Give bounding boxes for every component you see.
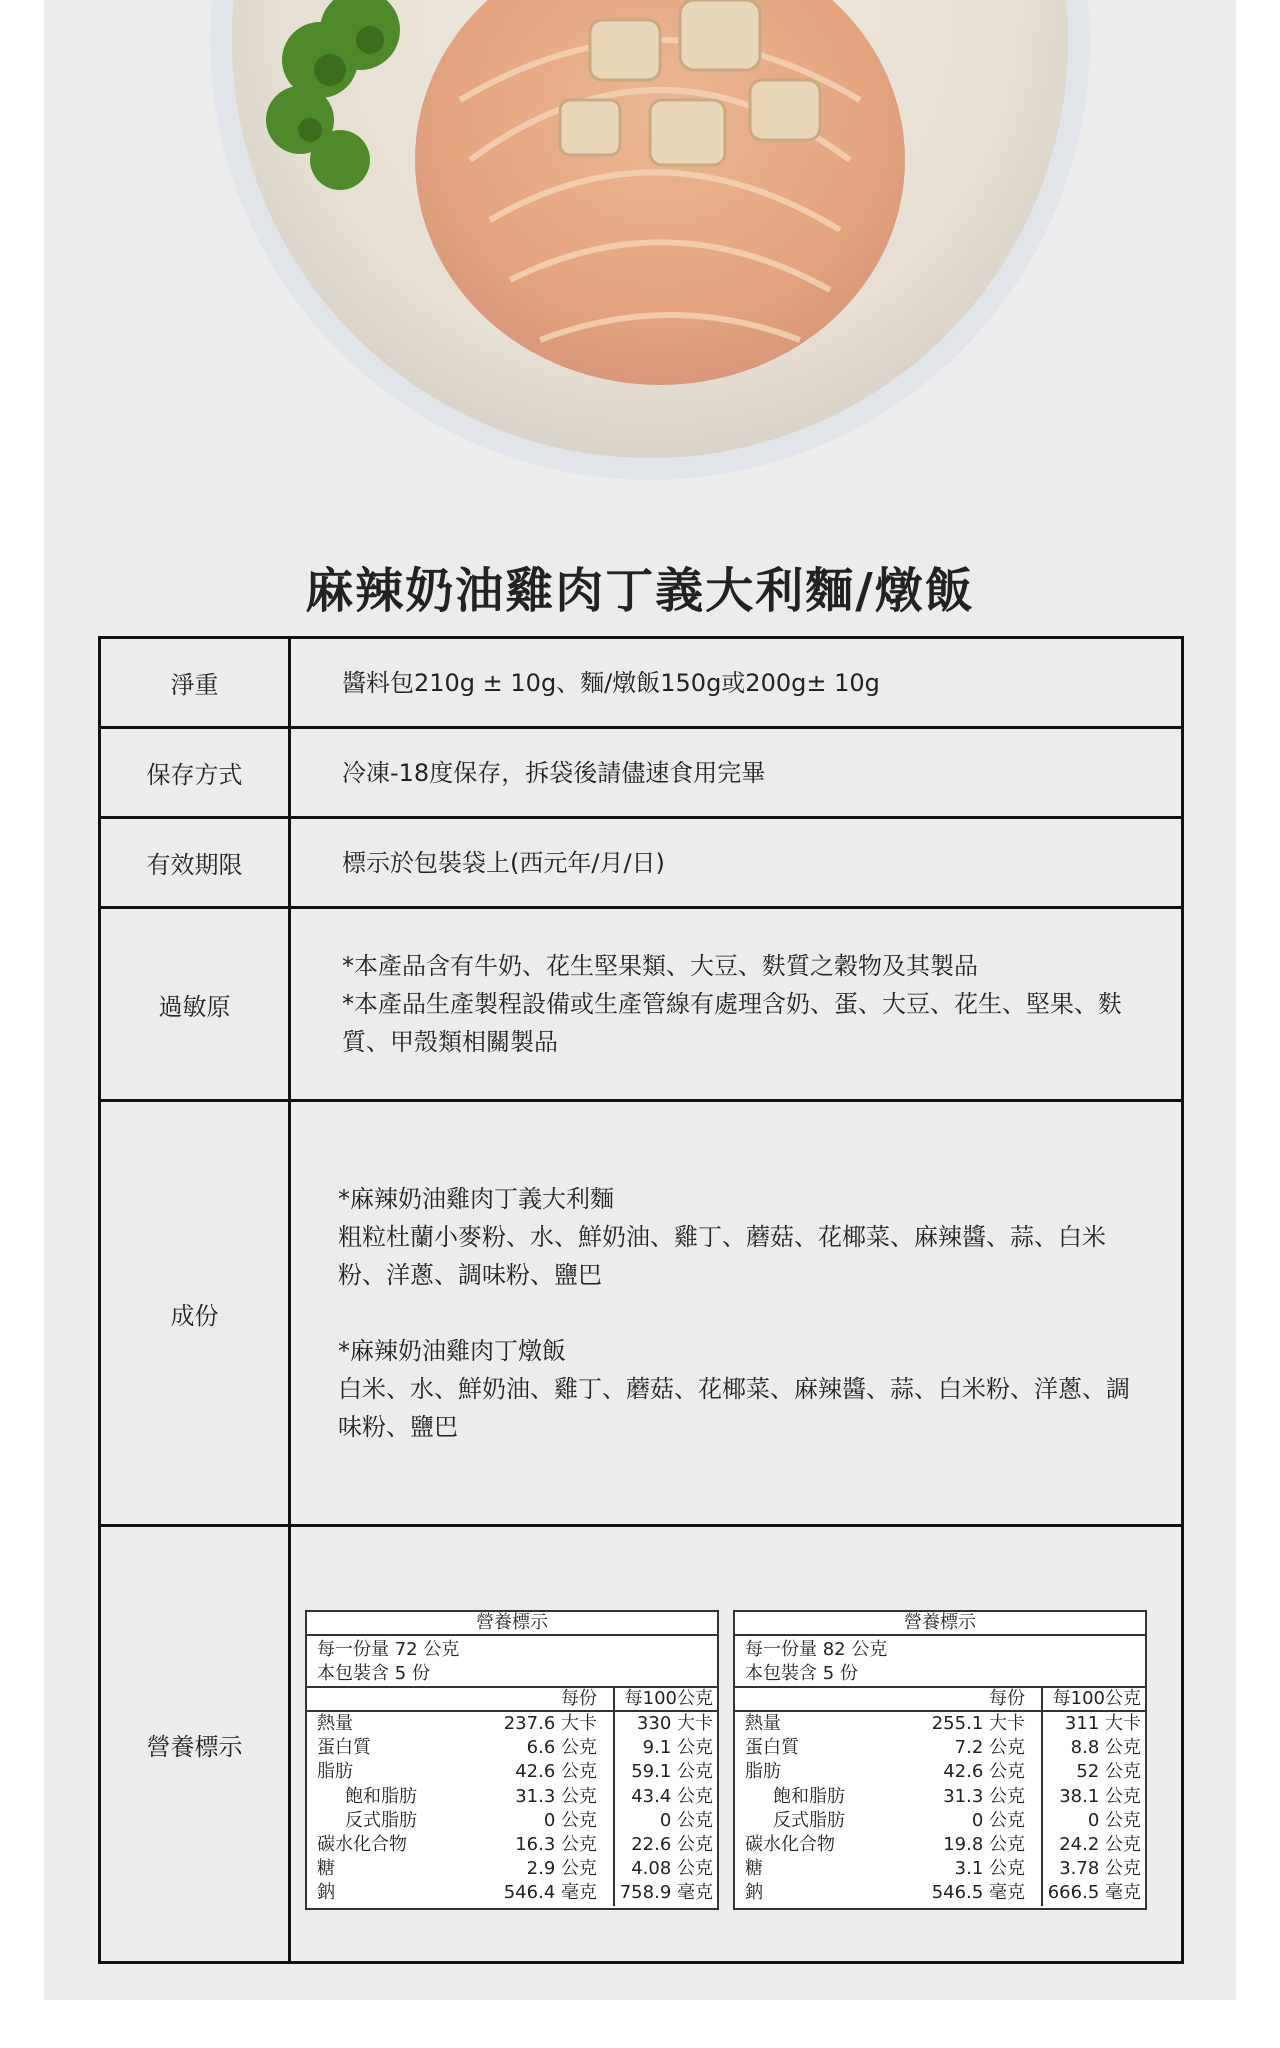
col-per-100g: 每100公克	[1052, 1688, 1141, 1709]
serving-info	[735, 1636, 1145, 1688]
nutrition-row: 反式脂肪 0 公克 0 公克	[345, 1809, 713, 1831]
serving-info	[307, 1636, 717, 1688]
nutrition-columns	[307, 1688, 717, 1712]
nutrition-row: 蛋白質 6.6 公克 9.1 公克	[317, 1737, 713, 1759]
serving-size: 每一份量 72 公克	[317, 1639, 460, 1660]
nutrition-label-risotto	[733, 1610, 1147, 1910]
storage-label: 保存方式	[101, 729, 291, 816]
nutrition-rows	[735, 1712, 1145, 1906]
net-weight-value: 醬料包210g ± 10g、麵/燉飯150g或200g± 10g	[342, 668, 880, 697]
nutrition-row: 熱量 237.6 大卡 330 大卡	[317, 1713, 713, 1734]
nutrition-row: 飽和脂肪 31.3 公克 43.4 公克	[345, 1785, 713, 1807]
ingredients-label: 成份	[101, 1102, 291, 1524]
pasta-ingredients: 粗粒杜蘭小麥粉、水、鮮奶油、雞丁、蘑菇、花椰菜、麻辣醬、蒜、白米粉、洋蔥、調味粉、鹽巴	[338, 1223, 1106, 1289]
allergen-line-1: *本產品含有牛奶、花生堅果類、大豆、麩質之穀物及其製品	[342, 952, 978, 980]
row-expiry	[101, 819, 1181, 909]
nutrition-row: 反式脂肪 0 公克 0 公克	[773, 1809, 1141, 1831]
row-storage	[101, 729, 1181, 819]
nutrition-row: 鈉 546.5 毫克 666.5 毫克	[745, 1882, 1141, 1904]
expiry-label: 有效期限	[101, 819, 291, 906]
servings-per-pack: 本包裝含 5 份	[317, 1663, 430, 1684]
nutrition-label-pasta	[305, 1610, 719, 1910]
risotto-ingredients: 白米、水、鮮奶油、雞丁、蘑菇、花椰菜、麻辣醬、蒜、白米粉、洋蔥、調味粉、鹽巴	[338, 1375, 1130, 1441]
nutrition-row: 脂肪 42.6 公克 52 公克	[745, 1761, 1141, 1783]
food-photo	[210, 0, 1090, 500]
nutrition-row: 脂肪 42.6 公克 59.1 公克	[317, 1761, 713, 1783]
nutrition-row: 碳水化合物 19.8 公克 24.2 公克	[745, 1833, 1141, 1855]
col-per-100g: 每100公克	[624, 1688, 713, 1709]
nutrition-columns	[735, 1688, 1145, 1712]
nutrition-row: 飽和脂肪 31.3 公克 38.1 公克	[773, 1785, 1141, 1807]
ingredients-value	[294, 1102, 1181, 1524]
net-weight-label: 淨重	[101, 639, 291, 726]
storage-value: 冷凍-18度保存，拆袋後請儘速食用完畢	[342, 758, 766, 787]
page-title: 麻辣奶油雞肉丁義大利麵/燉飯	[305, 563, 975, 619]
expiry-value: 標示於包裝袋上(西元年/月/日)	[342, 848, 665, 877]
row-ingredients	[101, 1102, 1181, 1527]
row-net-weight	[101, 639, 1181, 729]
nutrition-row: 糖 2.9 公克 4.08 公克	[317, 1858, 713, 1880]
nutrition-heading: 營養標示	[307, 1612, 717, 1636]
allergen-value	[294, 909, 1181, 1099]
row-allergen	[101, 909, 1181, 1102]
nutrition-row: 碳水化合物 16.3 公克 22.6 公克	[317, 1833, 713, 1855]
nutrition-row: 鈉 546.4 毫克 758.9 毫克	[317, 1882, 713, 1904]
serving-size: 每一份量 82 公克	[745, 1639, 888, 1660]
pasta-title: *麻辣奶油雞肉丁義大利麵	[338, 1185, 614, 1213]
nutrition-heading: 營養標示	[735, 1612, 1145, 1636]
nutrition-row: 蛋白質 7.2 公克 8.8 公克	[745, 1737, 1141, 1759]
servings-per-pack: 本包裝含 5 份	[745, 1663, 858, 1684]
allergen-line-2: *本產品生產製程設備或生產管線有處理含奶、蛋、大豆、花生、堅果、麩質、甲殼類相關製品	[342, 990, 1122, 1056]
nutrition-row: 糖 3.1 公克 3.78 公克	[745, 1858, 1141, 1880]
nutrition-rows	[307, 1712, 717, 1906]
risotto-title: *麻辣奶油雞肉丁燉飯	[338, 1337, 566, 1365]
col-per-serving: 每份	[561, 1688, 597, 1709]
nutrition-label: 營養標示	[101, 1527, 291, 1961]
nutrition-row: 熱量 255.1 大卡 311 大卡	[745, 1713, 1141, 1734]
col-per-serving: 每份	[989, 1688, 1025, 1709]
allergen-label: 過敏原	[101, 909, 291, 1099]
